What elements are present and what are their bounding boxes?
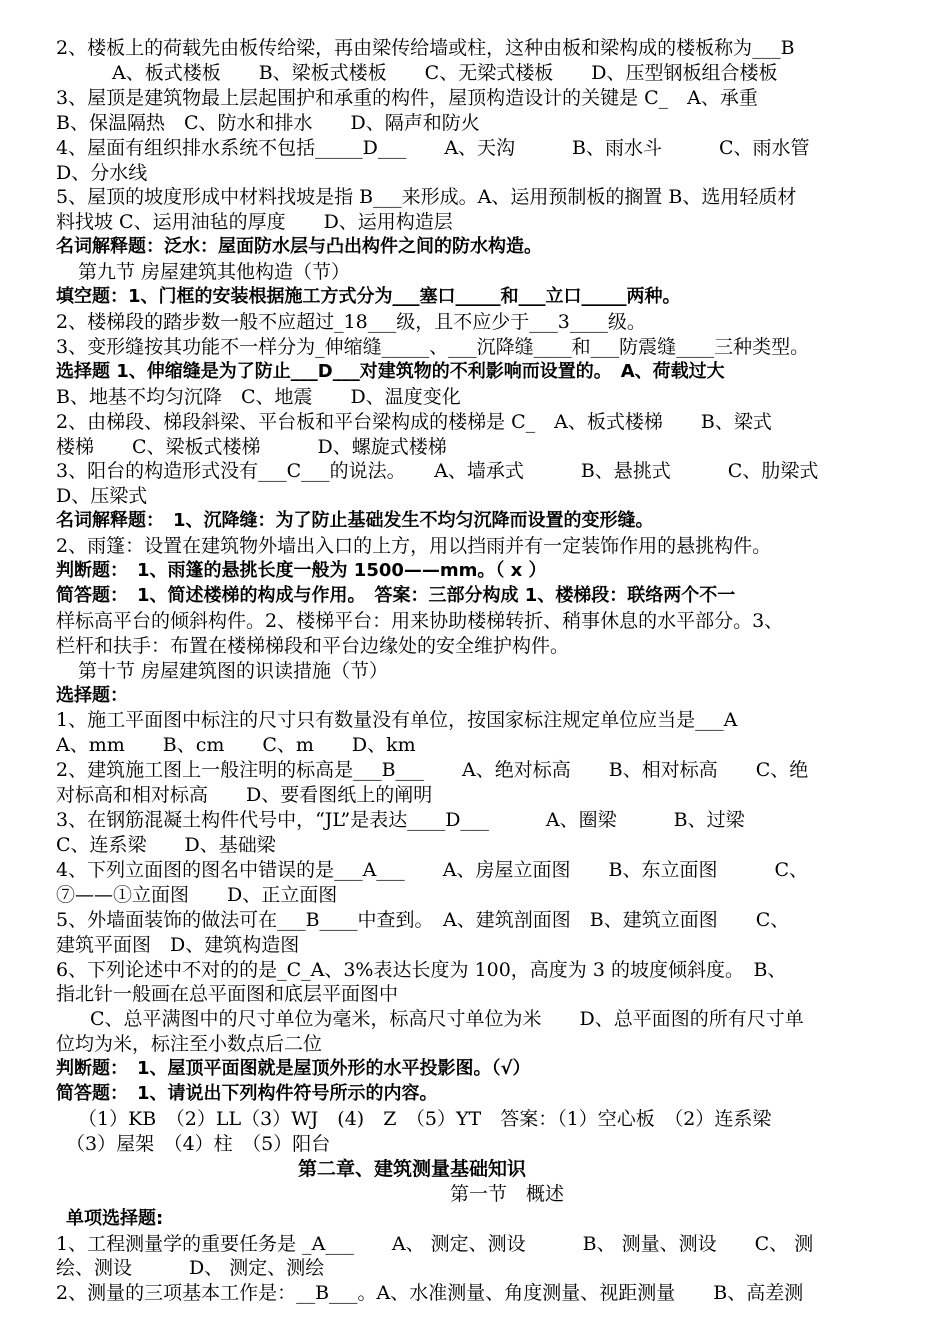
text-line: ⑦——①立面图 D、正立面图 — [56, 883, 338, 906]
text-line: A、mm B、cm C、m D、km — [56, 734, 416, 757]
text-line: 判断题： 1、雨篷的悬挑长度一般为 1500——mm。（ x ） — [56, 560, 547, 582]
text-line: 4、屋面有组织排水系统不包括_____D___ A、天沟 B、雨水斗 C、雨水管 — [56, 136, 810, 159]
document-page — [56, 36, 918, 1306]
text-line: 2、楼板上的荷载先由板传给梁，再由梁传给墙或柱，这种由板和梁构成的楼板称为___B — [56, 37, 795, 59]
text-line: 选择题 1、伸缩缝是为了防止___D___对建筑物的不利影响而设置的。 A、荷载过大 — [56, 360, 725, 382]
text-line: 对标高和相对标高 D、要看图纸上的阐明 — [56, 784, 433, 807]
text-line: （1）KB （2）LL（3）WJ (4) Z （5）YT 答案：（1）空心板 （2）连系梁 — [78, 1107, 772, 1130]
text-line: 2、由梯段、梯段斜梁、平台板和平台梁构成的楼梯是 C_ A、板式楼梯 B、梁式 — [56, 410, 772, 433]
text-line: 简答题： 1、请说出下列构件符号所示的内容。 — [56, 1083, 438, 1105]
text-line: 指北针一般画在总平面图和底层平面图中 — [56, 983, 399, 1006]
section-heading: 第九节 房屋建筑其他构造（节） — [78, 261, 351, 284]
section-heading: 第十节 房屋建筑图的识读措施（节） — [78, 659, 389, 682]
text-line: 2、测量的三项基本工作是：__B___。A、水准测量、角度测量、视距测量 B、高差测 — [56, 1282, 804, 1305]
text-line: 料找坡 C、运用油毡的厚度 D、运用构造层 — [56, 211, 453, 234]
text-line: （3）屋架 （4）柱 （5）阳台 — [66, 1132, 331, 1155]
text-line: 3、屋顶是建筑物最上层起围护和承重的构件，屋顶构造设计的关键是 C_ A、承重 — [56, 86, 758, 109]
text-line: 1、施工平面图中标注的尺寸只有数量没有单位，按国家标注规定单位应当是___A — [56, 709, 738, 732]
text-line: 6、下列论述中不对的的是_C_A、3%表达长度为 100，高度为 3 的坡度倾斜度。 B、 — [56, 958, 787, 981]
text-line: 1、工程测量学的重要任务是 _A___ A、 测定、测设 B、 测量、测设 C、 测 — [56, 1232, 814, 1255]
text-line: 判断题： 1、屋顶平面图就是屋顶外形的水平投影图。（√） — [56, 1058, 531, 1080]
text-line: 位均为米，标注至小数点后二位 — [56, 1033, 323, 1056]
text-line: C、连系梁 D、基础梁 — [56, 834, 276, 856]
text-line: 简答题： 1、简述楼梯的构成与作用。 答案：三部分构成 1、楼梯段：联络两个不一 — [56, 584, 736, 606]
text-line: 3、在钢筋混凝土构件代号中，“JL”是表达____D___ A、圈梁 B、过梁 — [56, 809, 745, 832]
section-heading: 第一节 概述 — [449, 1182, 564, 1205]
text-line: 2、建筑施工图上一般注明的标高是___B___ A、绝对标高 B、相对标高 C、绝 — [56, 759, 809, 782]
text-line: 建筑平面图 D、建筑构造图 — [56, 933, 300, 956]
text-line: A、板式楼板 B、梁板式楼板 C、无梁式楼板 D、压型钢板组合楼板 — [112, 61, 778, 84]
text-line: 4、下列立面图的图名中错误的是___A___ A、房屋立面图 B、东立面图 C、 — [56, 858, 809, 881]
text-line: C、总平满图中的尺寸单位为毫米，标高尺寸单位为米 D、总平面图的所有尺寸单 — [90, 1008, 804, 1031]
text-line: 选择题： — [56, 684, 128, 706]
text-line: 绘、测设 D、 测定、测绘 — [56, 1257, 325, 1280]
text-line: 5、屋顶的坡度形成中材料找坡是指 B___来形成。A、运用预制板的搁置 B、选用轻质材 — [56, 186, 797, 209]
chapter-heading: 第二章、建筑测量基础知识 — [297, 1157, 526, 1180]
text-line: 名词解释题：泛水：屋面防水层与凸出构件之间的防水构造。 — [56, 236, 542, 258]
text-line: 3、变形缝按其功能不一样分为_伸缩缝_____、___沉降缝____和___防震缝____三种类型。 — [56, 335, 810, 358]
text-line: 名词解释题： 1、沉降缝：为了防止基础发生不均匀沉降而设置的变形缝。 — [56, 510, 654, 532]
text-line: 填空题：1、门框的安装根据施工方式分为___塞口_____和___立口_____两种。 — [56, 286, 681, 308]
text-line: 2、楼梯段的踏步数一般不应超过_18___级，且不应少于___3____级。 — [56, 310, 646, 333]
text-line: 2、雨篷：设置在建筑物外墙出入口的上方，用以挡雨并有一定装饰作用的悬挑构件。 — [56, 535, 772, 558]
text-line: D、压梁式 — [56, 485, 148, 508]
text-line: B、地基不均匀沉降 C、地震 D、温度变化 — [56, 385, 461, 408]
text-line: 单项选择题: — [66, 1207, 164, 1229]
text-line: 样标高平台的倾斜构件。2、楼梯平台：用来协助楼梯转折、稍事休息的水平部分。3、 — [56, 609, 784, 632]
text-line: 栏杆和扶手：布置在楼梯梯段和平台边缘处的安全维护构件。 — [56, 634, 570, 657]
text-line: 3、阳台的构造形式没有___C___的说法。 A、墙承式 B、悬挑式 C、肋梁式 — [56, 460, 819, 483]
text-line: 5、外墙面装饰的做法可在___B____中查到。 A、建筑剖面图 B、建筑立面图 C、 — [56, 908, 790, 931]
text-line: D、分水线 — [56, 161, 148, 184]
text-line: 楼梯 C、梁板式楼梯 D、螺旋式楼梯 — [56, 435, 447, 458]
text-line: B、保温隔热 C、防水和排水 D、隔声和防火 — [56, 111, 480, 134]
